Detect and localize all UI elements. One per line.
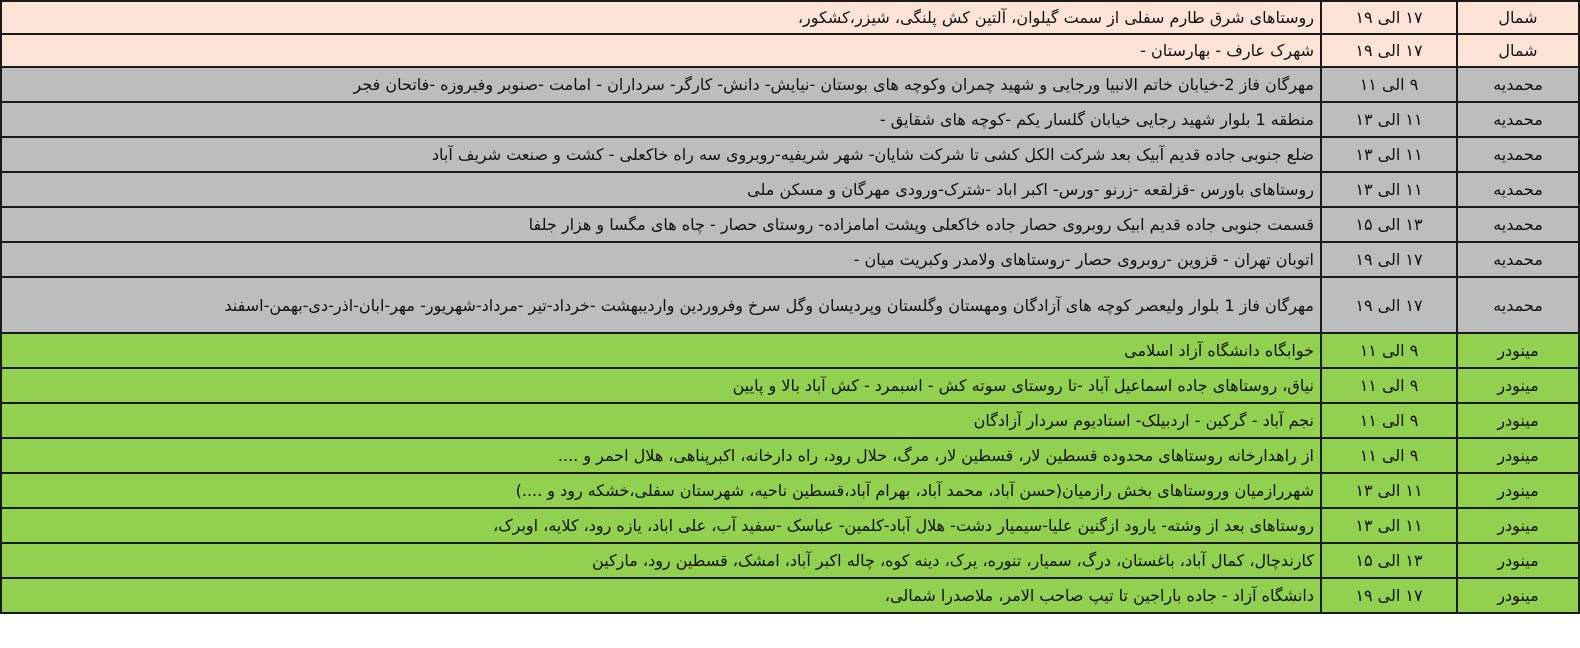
area-cell: مینودر xyxy=(1457,508,1579,543)
table-row xyxy=(1,543,1579,578)
area-cell: محمدیه xyxy=(1457,137,1579,172)
time-cell: ۱۷ الی ۱۹ xyxy=(1321,578,1457,613)
locations-cell: مهرگان فاز 2-خیابان خاتم الانبیا ورجایی و شهید چمران وکوچه های بوستان -نیایش- دانش- کارگر- سرداران - امامت -صنوبر وفیروزه -فاتحان فجر xyxy=(1,67,1321,102)
time-cell: ۱۷ الی ۱۹ xyxy=(1321,1,1457,34)
locations-cell: نیاق، روستاهای جاده اسماعیل آباد -تا روستای سوته کش - اسبمرد - کش آباد بالا و پایین xyxy=(1,368,1321,403)
table-row xyxy=(1,578,1579,613)
table-row xyxy=(1,67,1579,102)
locations-cell: اتوبان تهران - قزوین -روبروی حصار -روستاهای ولامدر وکبریت میان - xyxy=(1,242,1321,277)
table-row xyxy=(1,403,1579,438)
locations-cell: روستاهای باورس -قزلقعه -زرنو -ورس- اکبر اباد -شترک-ورودی مهرگان و مسکن ملی xyxy=(1,172,1321,207)
area-cell: محمدیه xyxy=(1457,172,1579,207)
table-row xyxy=(1,473,1579,508)
locations-cell: خوابگاه دانشگاه آزاد اسلامی xyxy=(1,333,1321,368)
area-cell: محمدیه xyxy=(1457,277,1579,333)
time-cell: ۱۱ الی ۱۳ xyxy=(1321,137,1457,172)
locations-cell: نجم آباد - گرکین - اردبیلک- استادیوم سردار آزادگان xyxy=(1,403,1321,438)
area-cell: مینودر xyxy=(1457,543,1579,578)
area-cell: محمدیه xyxy=(1457,67,1579,102)
table-row xyxy=(1,172,1579,207)
locations-cell: از راهدارخانه روستاهای محدوده قسطین لار، قسطین لار، مرگ، حلال رود، راه دارخانه، اکبرپناهی، هلال احمر و .... xyxy=(1,438,1321,473)
locations-cell: شهررازمیان وروستاهای بخش رازمیان(حسن آباد، محمد آباد، بهرام آباد،قسطین ناحیه، شهرستان سفلی،خشکه رود و ....) xyxy=(1,473,1321,508)
table-row xyxy=(1,137,1579,172)
locations-cell: ضلع جنوبی جاده قدیم آبیک بعد شرکت الکل کشی تا شرکت شایان- شهر شریفیه-روبروی سه راه خاکعلی - کشت و صنعت شریف آباد xyxy=(1,137,1321,172)
locations-cell: منطقه 1 بلوار شهید رجایی خیابان گلسار یکم -کوچه های شقایق - xyxy=(1,102,1321,137)
time-cell: ۱۷ الی ۱۹ xyxy=(1321,34,1457,67)
area-cell: مینودر xyxy=(1457,473,1579,508)
area-cell: محمدیه xyxy=(1457,102,1579,137)
area-cell: محمدیه xyxy=(1457,207,1579,242)
time-cell: ۱۱ الی ۱۳ xyxy=(1321,473,1457,508)
table-row xyxy=(1,102,1579,137)
table-row xyxy=(1,207,1579,242)
time-cell: ۱۱ الی ۱۳ xyxy=(1321,102,1457,137)
area-cell: مینودر xyxy=(1457,368,1579,403)
table-row xyxy=(1,34,1579,67)
area-cell: محمدیه xyxy=(1457,242,1579,277)
locations-cell: شهرک عارف - بهارستان - xyxy=(1,34,1321,67)
locations-cell: مهرگان فاز 1 بلوار ولیعصر کوچه های آزادگان ومهستان وگلستان وپردیسان وگل سرخ وفروردین واردیبهشت -خرداد-تیر -مرداد-شهریور- مهر-ابان-اذر-دی-بهمن-اسفند xyxy=(1,277,1321,333)
table-row xyxy=(1,1,1579,34)
time-cell: ۱۷ الی ۱۹ xyxy=(1321,242,1457,277)
table-row xyxy=(1,277,1579,333)
table-row xyxy=(1,242,1579,277)
time-cell: ۹ الی ۱۱ xyxy=(1321,438,1457,473)
locations-cell: روستاهای بعد از وشته- یارود ازگنین علیا-سیمیار دشت- هلال آباد-کلمین- عباسک -سفید آب، علی اباد، یازه رود، کلایه، اوبرک، xyxy=(1,508,1321,543)
locations-cell: کارندچال، کمال آباد، باغستان، درگ، سمیار، تنوره، یرک، دینه کوه، چاله اکبر آباد، امشک، قسطین رود، مارکین xyxy=(1,543,1321,578)
table-row xyxy=(1,438,1579,473)
table-row xyxy=(1,333,1579,368)
area-cell: مینودر xyxy=(1457,438,1579,473)
time-cell: ۹ الی ۱۱ xyxy=(1321,368,1457,403)
schedule-rows xyxy=(1,1,1579,613)
table-row xyxy=(1,368,1579,403)
time-cell: ۹ الی ۱۱ xyxy=(1321,333,1457,368)
area-cell: مینودر xyxy=(1457,333,1579,368)
time-cell: ۱۷ الی ۱۹ xyxy=(1321,277,1457,333)
locations-cell: قسمت جنوبی جاده قدیم ابیک روبروی حصار جاده خاکعلی وپشت امامزاده- روستای حصار - چاه های مگسا و هزار جلفا xyxy=(1,207,1321,242)
area-cell: مینودر xyxy=(1457,403,1579,438)
time-cell: ۱۱ الی ۱۳ xyxy=(1321,508,1457,543)
time-cell: ۹ الی ۱۱ xyxy=(1321,403,1457,438)
time-cell: ۱۳ الی ۱۵ xyxy=(1321,543,1457,578)
area-cell: مینودر xyxy=(1457,578,1579,613)
table-row xyxy=(1,508,1579,543)
locations-cell: دانشگاه آزاد - جاده باراجین تا تیپ صاحب الامر، ملاصدرا شمالی، xyxy=(1,578,1321,613)
time-cell: ۹ الی ۱۱ xyxy=(1321,67,1457,102)
time-cell: ۱۳ الی ۱۵ xyxy=(1321,207,1457,242)
time-cell: ۱۱ الی ۱۳ xyxy=(1321,172,1457,207)
area-cell: شمال xyxy=(1457,1,1579,34)
locations-cell: روستاهای شرق طارم سفلی از سمت گیلوان، آلتین کش پلنگی، شیزر،کشکور، xyxy=(1,1,1321,34)
area-cell: شمال xyxy=(1457,34,1579,67)
